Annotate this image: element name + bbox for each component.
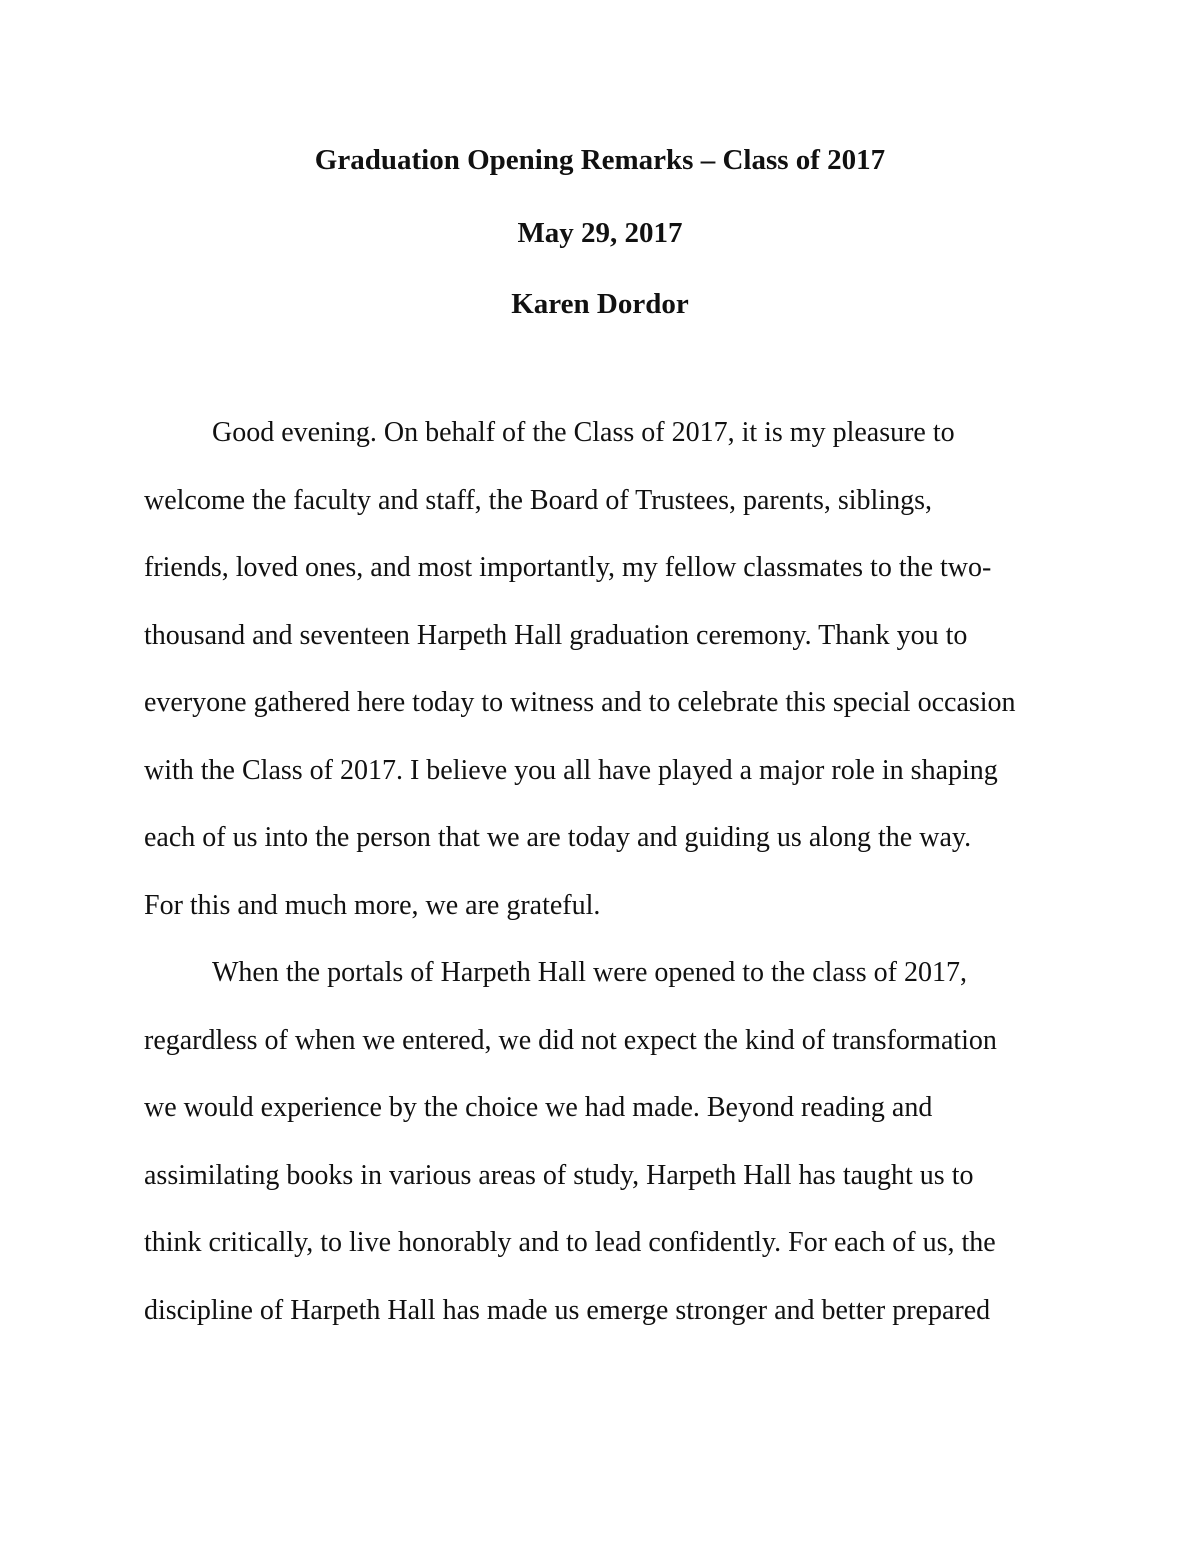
document-author: Karen Dordor [511, 288, 689, 320]
paragraph-2-line-4: assimilating books in various areas of study, Harpeth Hall has taught us to [144, 1160, 974, 1191]
paragraph-2-line-3: we would experience by the choice we had made. Beyond reading and [144, 1092, 933, 1123]
paragraph-2-line-6: discipline of Harpeth Hall has made us emerge stronger and better prepared [144, 1295, 991, 1326]
paragraph-2-line-5: think critically, to live honorably and to lead confidently. For each of us, the [144, 1227, 996, 1258]
paragraph-1-line-1: Good evening. On behalf of the Class of 2017, it is my pleasure to [212, 417, 955, 448]
paragraph-1-line-7: each of us into the person that we are today and guiding us along the way. [144, 822, 972, 853]
paragraph-1-line-4: thousand and seventeen Harpeth Hall graduation ceremony. Thank you to [144, 620, 968, 651]
document-date: May 29, 2017 [517, 217, 683, 249]
paragraph-1-line-8: For this and much more, we are grateful. [144, 890, 601, 921]
paragraph-1-line-6: with the Class of 2017. I believe you all have played a major role in shaping [144, 755, 998, 786]
paragraph-1-line-2: welcome the faculty and staff, the Board of Trustees, parents, siblings, [144, 485, 932, 516]
paragraph-2-line-1: When the portals of Harpeth Hall were opened to the class of 2017, [212, 957, 967, 988]
document-title: Graduation Opening Remarks – Class of 2017 [314, 144, 886, 176]
paragraph-2-line-2: regardless of when we entered, we did not expect the kind of transformation [144, 1025, 997, 1056]
paragraph-1-line-5: everyone gathered here today to witness and to celebrate this special occasion [144, 687, 1016, 718]
paragraph-1-line-3: friends, loved ones, and most importantly, my fellow classmates to the two- [144, 552, 992, 583]
